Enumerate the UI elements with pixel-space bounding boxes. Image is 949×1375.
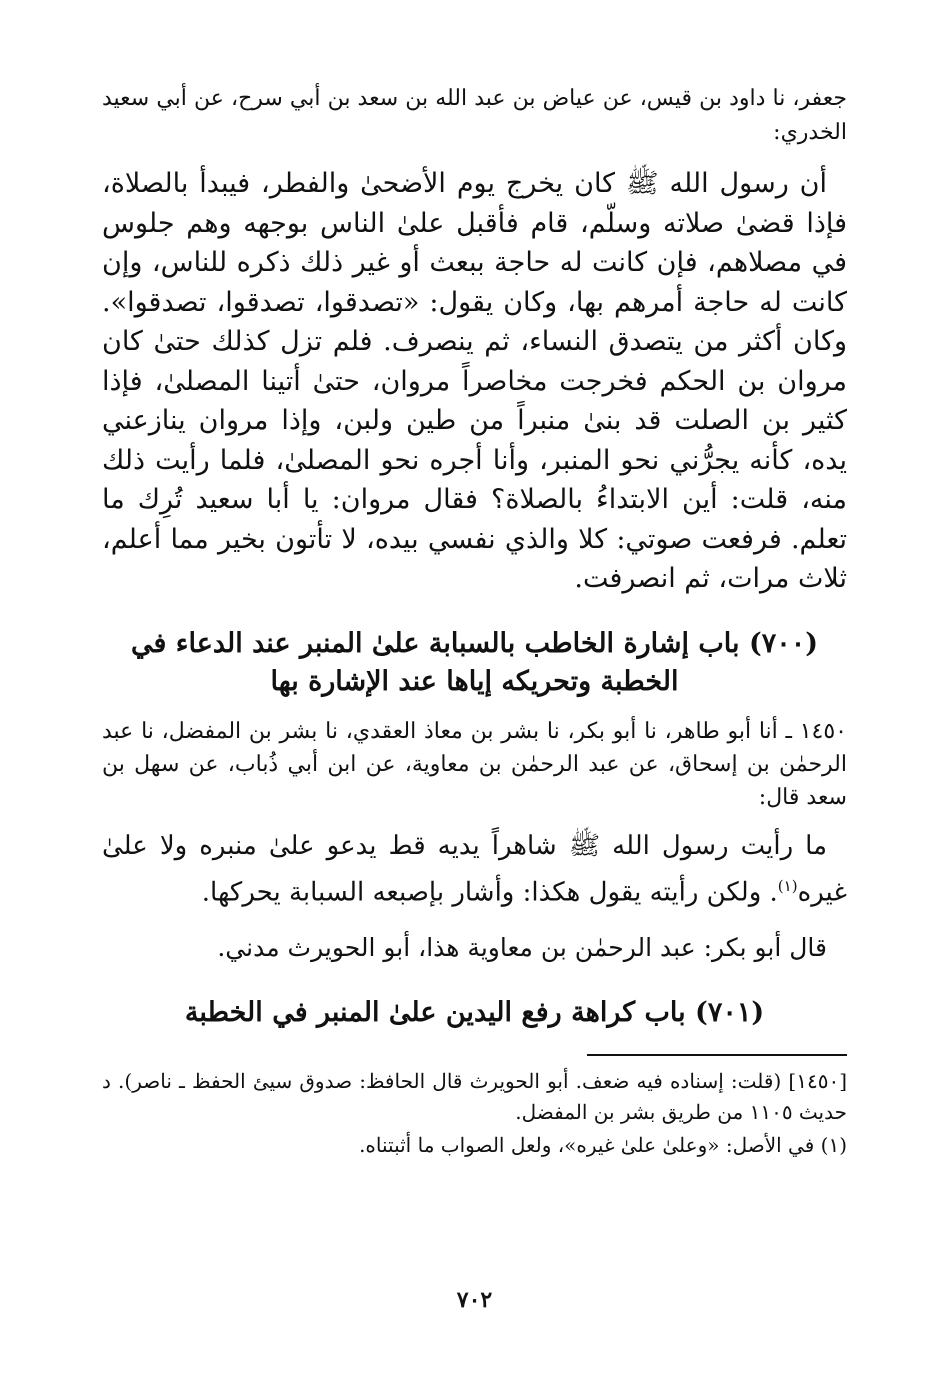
chapter-700-title: (٧٠٠) باب إشارة الخاطب بالسبابة علىٰ المنبر عند الدعاء في الخطبة وتحريكه إياها عند الإشارة بها [130,627,819,697]
footnotes [102,1066,847,1161]
footnote-divider [587,1054,847,1056]
editor-comment: قال أبو بكر: عبد الرحمٰن بن معاوية هذا، أبو الحويرث مدني. [217,933,827,963]
isnad-continuation: جعفر، نا داود بن قيس، عن عياض بن عبد الله بن سعد بن أبي سرح، عن أبي سعيد الخدري: [102,86,847,145]
hadith-1450-text-part-2: . ولكن رأيته يقول هكذا: وأشار بإصبعه السبابة يحركها. [201,877,778,908]
footnote-1450: [١٤٥٠] (قلت: إسناده فيه ضعف. أبو الحويرث قال الحافظ: صدوق سيئ الحفظ ـ ناصر). د حديث ١١٠٥ من طريق بشر بن المفضل. [102,1069,847,1125]
page-number: ٧٠٢ [456,1287,493,1313]
footnote-1: (١) في الأصل: «وعلىٰ علىٰ غيره»، ولعل الصواب ما أثبتناه. [359,1133,847,1158]
hadith-1450-chain: ١٤٥٠ ـ أنا أبو طاهر، نا أبو بكر، نا بشر بن معاذ العقدي، نا بشر بن المفضل، نا عبد الرحمٰن بن إسحاق، عن عبد الرحمٰن بن معاوية، عن ابن أبي ذُباب، عن سهل بن سعد قال: [102,718,847,810]
footnote-reference: (١) [777,876,798,895]
hadith-1450-text [102,826,847,913]
chapter-701-title: (٧٠١) باب كراهة رفع اليدين علىٰ المنبر في الخطبة [184,997,765,1029]
hadith-1449-text: أن رسول الله ﷺ كان يخرج يوم الأضحىٰ والفطر، فيبدأ بالصلاة، فإذا قضىٰ صلاته وسلّم، قام فأقبل علىٰ الناس بوجهه وهم جلوس في مصلاهم، فإن كانت له حاجة ببعث أو غير ذلك ذكره للناس، وإن كانت له حاجة أمرهم بها، وكان يقول: «تصدقوا، تصدقوا، تصدقوا». وكان أكثر من يتصدق النساء، ثم ينصرف. فلم تزل كذلك حتىٰ كان مروان بن الحكم فخرجت مخاصراً مروان، حتىٰ أتينا المصلىٰ، فإذا كثير بن الصلت قد بنىٰ منبراً من طين ولبن، وإذا مروان ينازعني يده، كأنه يجرُّني نحو المنبر، وأنا أجره نحو المصلىٰ، فلما رأيت ذلك منه، قلت: أين الابتداءُ بالصلاة؟ فقال مروان: يا أبا سعيد تُرِك ما تعلم. فرفعت صوتي: كلا والذي نفسي بيده، لا تأتون بخير مما أعلم، ثلاث مرات، ثم انصرفت. [102,168,847,594]
hadith-1450-text-part-1: ما رأيت رسول الله ﷺ شاهراً يديه قط يدعو علىٰ منبره ولا علىٰ غيره [102,830,847,908]
